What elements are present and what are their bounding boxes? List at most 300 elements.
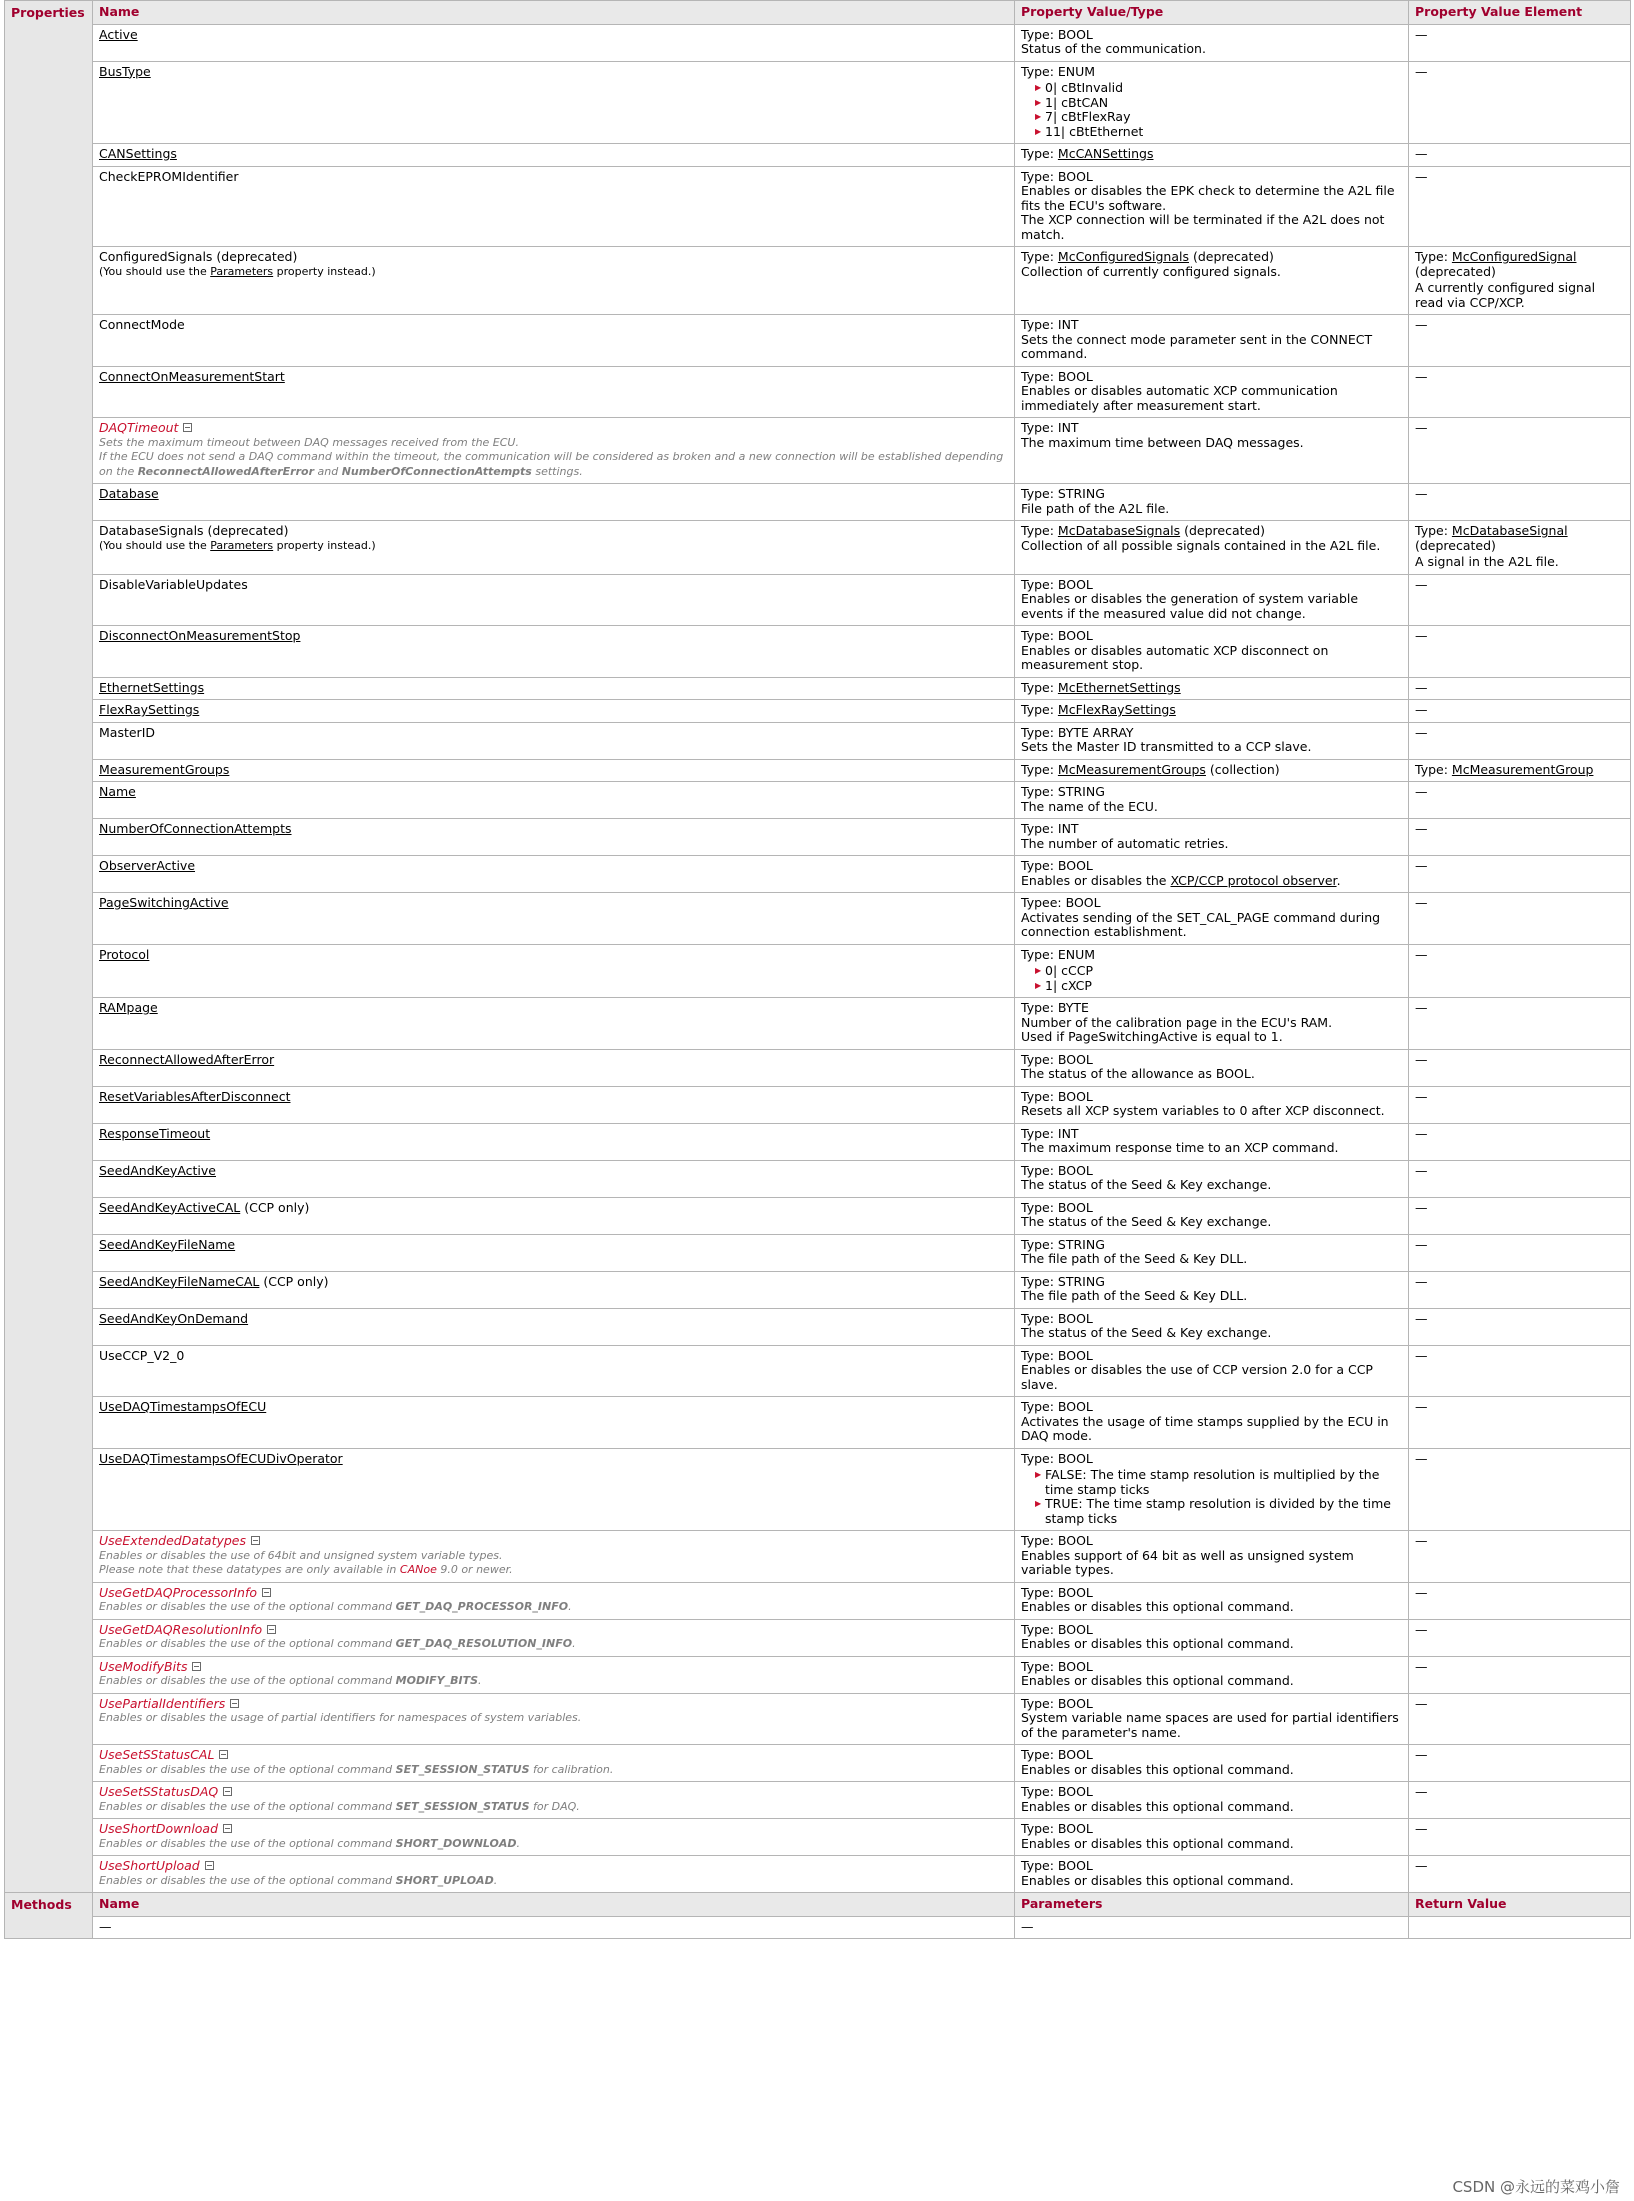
property-row — [5, 1531, 1631, 1583]
description-bold: GET_DAQ_RESOLUTION_INFO — [395, 1637, 573, 1650]
property-element-cell — [1409, 166, 1631, 247]
enum-item-text: 1| cBtCAN — [1045, 94, 1109, 110]
collapse-icon[interactable] — [205, 1861, 214, 1870]
element-type-label: Type: — [1415, 523, 1452, 538]
enum-item-text: FALSE: The time stamp resolution is multiplied by the time stamp ticks — [1045, 1467, 1380, 1497]
type-suffix: (deprecated) — [1180, 523, 1266, 538]
property-name-link[interactable]: ConnectOnMeasurementStart — [99, 368, 285, 384]
type-label: Type: STRING — [1021, 486, 1105, 501]
type-label: Type: INT — [1021, 1125, 1079, 1141]
header-return-value-label: Return Value — [1415, 1896, 1507, 1911]
property-name-cell — [93, 944, 1015, 998]
property-name: ConfiguredSignals (deprecated) — [99, 249, 298, 264]
property-description — [99, 1711, 1008, 1726]
property-row — [5, 315, 1631, 367]
property-element-cell — [1409, 998, 1631, 1050]
property-row — [5, 1448, 1631, 1531]
property-name-link[interactable]: UseShortUpload — [99, 1858, 200, 1873]
property-element-cell — [1409, 1745, 1631, 1782]
property-name-link[interactable]: UseGetDAQProcessorInfo — [99, 1584, 258, 1600]
element-dash: — — [1415, 168, 1428, 184]
property-name-link[interactable]: UseGetDAQResolutionInfo — [99, 1621, 263, 1637]
property-type-cell — [1015, 247, 1409, 315]
type-description: . — [1336, 872, 1341, 888]
property-element-cell — [1409, 484, 1631, 521]
property-name-cell — [93, 484, 1015, 521]
type-label: Type: BOOL — [1021, 576, 1093, 592]
element-type-link[interactable]: McConfiguredSignal — [1451, 249, 1577, 264]
property-name-cell — [93, 759, 1015, 782]
property-type-cell — [1015, 144, 1409, 167]
property-name: DatabaseSignals (deprecated) — [99, 523, 289, 538]
parameters-link[interactable]: Parameters — [210, 264, 274, 278]
properties-table — [4, 0, 1631, 1939]
type-description: The number of automatic retries. — [1021, 835, 1229, 851]
property-type-cell — [1015, 24, 1409, 61]
type-label: Type: INT — [1021, 317, 1079, 332]
method-name-cell — [93, 1916, 1015, 1939]
note-text: (You should use the — [99, 538, 211, 552]
description-text: If the ECU does not send a DAQ command within the timeout, the communication will be considered as broken and a new connection will be established depending on the — [99, 450, 1004, 478]
property-type-cell — [1015, 893, 1409, 945]
type-link[interactable]: McDatabaseSignals — [1057, 523, 1181, 538]
type-label: Type: INT — [1021, 821, 1079, 836]
element-dash: — — [1415, 784, 1428, 799]
type-label: Type: — [1021, 679, 1058, 695]
description-text: . — [493, 1873, 498, 1887]
property-name-cell — [93, 1745, 1015, 1782]
property-row — [5, 574, 1631, 626]
property-name-cell — [93, 166, 1015, 247]
element-dash: — — [1415, 317, 1428, 332]
type-description: Enables or disables this optional command. — [1021, 1599, 1294, 1614]
property-element-cell — [1409, 315, 1631, 367]
property-name-cell — [93, 315, 1015, 367]
method-parameters: — — [1021, 1918, 1034, 1934]
property-name: ConnectMode — [99, 317, 185, 332]
property-type-cell — [1015, 1271, 1409, 1308]
element-dash: — — [1415, 1000, 1428, 1015]
header-value-type — [1015, 1, 1409, 25]
property-name-link[interactable]: Name — [99, 784, 136, 799]
type-description: Activates the usage of time stamps supplied by the ECU in DAQ mode. — [1021, 1413, 1389, 1443]
property-type-cell — [1015, 856, 1409, 893]
note-text: property instead.) — [273, 538, 376, 552]
property-name-cell — [93, 247, 1015, 315]
section-title: Properties — [11, 5, 85, 20]
property-element-cell — [1409, 626, 1631, 678]
description-text: . — [516, 1836, 521, 1850]
property-name-cell — [93, 1160, 1015, 1197]
type-label: Type: INT — [1021, 420, 1079, 435]
property-name-link[interactable]: ObserverActive — [99, 858, 196, 873]
type-label: Type: STRING — [1021, 784, 1105, 799]
property-element-cell — [1409, 366, 1631, 418]
property-name-link[interactable]: UseDAQTimestampsOfECUDivOperator — [99, 1450, 343, 1466]
element-dash: — — [1415, 576, 1428, 592]
type-description: The status of the allowance as BOOL. — [1021, 1066, 1255, 1081]
property-element-cell — [1409, 574, 1631, 626]
property-name-cell — [93, 1086, 1015, 1123]
property-row — [5, 998, 1631, 1050]
enum-item — [1035, 1497, 1402, 1526]
document-page — [4, 0, 1630, 1939]
property-name-cell — [93, 1234, 1015, 1271]
collapse-icon[interactable] — [230, 1699, 239, 1708]
type-label: Typee: BOOL — [1021, 895, 1101, 910]
type-description: The name of the ECU. — [1021, 798, 1158, 814]
property-type-cell — [1015, 574, 1409, 626]
property-type-cell — [1015, 1123, 1409, 1160]
property-type-cell — [1015, 366, 1409, 418]
property-name-cell — [93, 1782, 1015, 1819]
property-name-link[interactable]: SeedAndKeyOnDemand — [99, 1310, 249, 1326]
type-description: Number of the calibration page in the ECU's RAM. — [1021, 1014, 1333, 1030]
property-element-cell — [1409, 1308, 1631, 1345]
property-name-cell — [93, 677, 1015, 700]
property-note — [99, 265, 1008, 280]
type-label: Type: BOOL — [1021, 1450, 1093, 1466]
property-row — [5, 856, 1631, 893]
element-dash: — — [1415, 1199, 1428, 1215]
enum-list — [1021, 964, 1402, 993]
enum-item — [1035, 110, 1402, 125]
element-dash: — — [1415, 1236, 1428, 1252]
property-row — [5, 484, 1631, 521]
property-type-cell — [1015, 1234, 1409, 1271]
property-element-cell — [1409, 1531, 1631, 1583]
description-text: Enables or disables the usage of partial identifiers for namespaces of system variables. — [99, 1711, 582, 1724]
collapse-icon[interactable] — [262, 1588, 271, 1597]
property-row — [5, 1086, 1631, 1123]
property-name-link[interactable]: UseModifyBits — [99, 1658, 188, 1674]
property-name-cell — [93, 1271, 1015, 1308]
collapse-icon[interactable] — [251, 1536, 260, 1545]
enum-item — [1035, 96, 1402, 111]
header-value-element — [1409, 1, 1631, 25]
property-type-cell — [1015, 1448, 1409, 1531]
collapse-icon[interactable] — [192, 1662, 201, 1671]
type-link[interactable]: McMeasurementGroups — [1057, 761, 1206, 777]
type-label: Type: BYTE — [1021, 1000, 1089, 1015]
property-name-link[interactable]: UseShortDownload — [99, 1821, 219, 1836]
header-value-type-label: Property Value/Type — [1021, 4, 1164, 19]
property-name-link[interactable]: ResponseTimeout — [99, 1125, 211, 1141]
property-note — [99, 539, 1008, 554]
property-type-cell — [1015, 1656, 1409, 1693]
enum-item — [1035, 979, 1402, 994]
collapse-icon[interactable] — [219, 1750, 228, 1759]
type-link[interactable]: McFlexRaySettings — [1057, 702, 1176, 717]
property-element-cell — [1409, 61, 1631, 144]
property-name-link[interactable]: UsePartialIdentifiers — [99, 1695, 226, 1711]
property-element-cell — [1409, 1234, 1631, 1271]
property-element-cell — [1409, 1782, 1631, 1819]
property-row — [5, 1745, 1631, 1782]
description-bold: NumberOfConnectionAttempts — [341, 464, 532, 478]
type-label: Type: BOOL — [1021, 1533, 1093, 1548]
type-label: Type: BOOL — [1021, 1310, 1093, 1326]
property-name-cell — [93, 1345, 1015, 1397]
property-row — [5, 418, 1631, 484]
collapse-icon[interactable] — [223, 1824, 232, 1833]
property-name-link[interactable]: RAMpage — [99, 1000, 158, 1015]
type-description: System variable name spaces are used for partial identifiers of the parameter's name. — [1021, 1710, 1399, 1740]
property-name-cell — [93, 819, 1015, 856]
type-description: Enables or disables the — [1021, 872, 1171, 888]
header-name-label: Name — [99, 1896, 140, 1911]
description-text: Enables or disables the use of the optional command — [99, 1600, 396, 1613]
element-dash: — — [1415, 821, 1428, 836]
property-name-link[interactable]: BusType — [99, 63, 151, 79]
type-label: Type: — [1021, 249, 1058, 264]
property-name-cell — [93, 418, 1015, 484]
note-text: (You should use the — [99, 264, 211, 278]
property-name-cell — [93, 700, 1015, 723]
type-label: Type: BOOL — [1021, 26, 1093, 42]
property-element-cell — [1409, 144, 1631, 167]
property-description — [99, 1549, 1008, 1578]
element-dash: — — [1415, 1621, 1428, 1637]
type-link[interactable]: McEthernetSettings — [1057, 679, 1181, 695]
property-type-cell — [1015, 61, 1409, 144]
description-text: Enables or disables the use of the optional command — [99, 1873, 396, 1887]
type-description: The file path of the Seed & Key DLL. — [1021, 1251, 1248, 1266]
property-row — [5, 893, 1631, 945]
type-label: Type: BOOL — [1021, 858, 1093, 873]
property-row — [5, 144, 1631, 167]
property-name-cell — [93, 574, 1015, 626]
property-name-link[interactable]: Protocol — [99, 946, 150, 962]
property-row — [5, 61, 1631, 144]
property-row — [5, 1856, 1631, 1893]
method-row — [5, 1916, 1631, 1939]
type-label: Type: — [1021, 702, 1058, 717]
element-description: A currently configured signal read via CCP/XCP. — [1415, 280, 1596, 310]
property-name-link[interactable]: EthernetSettings — [99, 679, 205, 695]
property-row — [5, 1271, 1631, 1308]
property-element-cell — [1409, 1856, 1631, 1893]
type-suffix: (collection) — [1205, 761, 1280, 777]
type-label: Type: BOOL — [1021, 1199, 1093, 1215]
element-dash: — — [1415, 1695, 1428, 1711]
property-name-link[interactable]: UseDAQTimestampsOfECU — [99, 1399, 267, 1414]
property-name-link[interactable]: ResetVariablesAfterDisconnect — [99, 1088, 291, 1104]
type-suffix: (deprecated) — [1189, 249, 1274, 264]
observer-link[interactable]: XCP/CCP protocol observer — [1170, 872, 1337, 888]
type-label: Type: BOOL — [1021, 1584, 1093, 1600]
section-label-methods — [5, 1893, 93, 1939]
type-description: Enables or disables automatic XCP communication immediately after measurement start. — [1021, 383, 1338, 413]
header-name — [93, 1893, 1015, 1917]
property-description — [99, 1674, 1008, 1689]
enum-item-text: 0| cBtInvalid — [1045, 80, 1124, 95]
element-dash: — — [1415, 146, 1428, 161]
property-name-link[interactable]: ReconnectAllowedAfterError — [99, 1051, 275, 1067]
property-element-cell — [1409, 1345, 1631, 1397]
property-type-cell — [1015, 677, 1409, 700]
parameters-link[interactable]: Parameters — [210, 538, 274, 552]
type-label: Type: BOOL — [1021, 628, 1093, 643]
property-element-cell — [1409, 1819, 1631, 1856]
property-row — [5, 1693, 1631, 1745]
property-element-cell — [1409, 1123, 1631, 1160]
description-text: and — [314, 464, 342, 478]
enum-item-text: 11| cBtEthernet — [1045, 123, 1144, 139]
type-label: Type: — [1021, 761, 1058, 777]
property-name-cell — [93, 24, 1015, 61]
property-element-cell — [1409, 722, 1631, 759]
description-text: Enables or disables the use of the optional command — [99, 1836, 396, 1850]
header-parameters-label: Parameters — [1021, 1896, 1103, 1911]
property-name-link[interactable]: DAQTimeout — [99, 420, 179, 435]
element-type-link[interactable]: McMeasurementGroup — [1451, 761, 1594, 777]
description-bold: SET_SESSION_STATUS — [395, 1762, 530, 1776]
property-type-cell — [1015, 1049, 1409, 1086]
property-row — [5, 366, 1631, 418]
property-name-cell — [93, 782, 1015, 819]
property-type-cell — [1015, 1782, 1409, 1819]
property-name-link[interactable]: SeedAndKeyActive — [99, 1162, 216, 1178]
type-label: Type: BOOL — [1021, 1747, 1093, 1762]
element-dash: — — [1415, 1584, 1428, 1600]
property-name: UseCCP_V2_0 — [99, 1347, 185, 1363]
property-description — [99, 1874, 1008, 1889]
property-element-cell — [1409, 856, 1631, 893]
property-name-cell — [93, 61, 1015, 144]
type-description: Enables or disables the use of CCP version 2.0 for a CCP slave. — [1021, 1362, 1373, 1392]
type-description: The status of the Seed & Key exchange. — [1021, 1214, 1272, 1229]
property-row — [5, 1049, 1631, 1086]
element-type-label: Type: — [1415, 249, 1452, 264]
type-description: The maximum time between DAQ messages. — [1021, 434, 1304, 450]
type-description: Enables or disables this optional command. — [1021, 1636, 1294, 1651]
enum-item — [1035, 125, 1402, 140]
element-dash: — — [1415, 628, 1428, 643]
header-value-element-label: Property Value Element — [1415, 4, 1583, 19]
property-element-cell — [1409, 1086, 1631, 1123]
type-description: Enables or disables this optional command. — [1021, 1761, 1294, 1777]
type-label: Type: STRING — [1021, 1273, 1105, 1289]
property-row — [5, 1656, 1631, 1693]
type-description: Status of the communication. — [1021, 41, 1206, 56]
element-type-label: Type: — [1415, 761, 1452, 777]
type-label: Type: BOOL — [1021, 1347, 1093, 1363]
property-name-link[interactable]: MeasurementGroups — [99, 761, 230, 777]
property-name-link[interactable]: UseSetSStatusCAL — [99, 1747, 215, 1762]
property-type-cell — [1015, 484, 1409, 521]
description-text: settings. — [531, 464, 583, 478]
property-name-link[interactable]: Database — [99, 486, 159, 501]
type-label: Type: BOOL — [1021, 1858, 1093, 1873]
property-row — [5, 1397, 1631, 1449]
property-name-link[interactable]: UseExtendedDatatypes — [99, 1533, 247, 1548]
property-name-link[interactable]: CANSettings — [99, 146, 177, 161]
type-label: Type: STRING — [1021, 1236, 1105, 1252]
property-description — [99, 1763, 1008, 1778]
property-name-link[interactable]: PageSwitchingActive — [99, 895, 229, 910]
property-name-cell — [93, 1123, 1015, 1160]
canoe-link[interactable]: CANoe — [399, 1563, 437, 1576]
method-name: — — [99, 1918, 112, 1934]
property-row — [5, 1234, 1631, 1271]
type-description: The status of the Seed & Key exchange. — [1021, 1177, 1272, 1192]
property-description — [99, 1837, 1008, 1852]
type-description: Collection of currently configured signals. — [1021, 263, 1281, 279]
property-type-cell — [1015, 315, 1409, 367]
element-suffix: (deprecated) — [1415, 537, 1496, 553]
property-row — [5, 1123, 1631, 1160]
property-name-link[interactable]: SeedAndKeyFileName — [99, 1236, 236, 1252]
property-name-link[interactable]: NumberOfConnectionAttempts — [99, 821, 292, 836]
property-name-link[interactable]: FlexRaySettings — [99, 702, 200, 717]
property-row — [5, 521, 1631, 575]
property-name-cell — [93, 1197, 1015, 1234]
description-bold: MODIFY_BITS — [395, 1674, 479, 1687]
property-element-cell — [1409, 1693, 1631, 1745]
property-type-cell — [1015, 1819, 1409, 1856]
type-label: Type: BOOL — [1021, 168, 1093, 184]
type-description: Sets the connect mode parameter sent in the CONNECT command. — [1021, 331, 1373, 361]
element-dash: — — [1415, 1051, 1428, 1067]
property-name-cell — [93, 144, 1015, 167]
property-name-cell — [93, 1049, 1015, 1086]
property-row — [5, 1819, 1631, 1856]
type-link[interactable]: McConfiguredSignals — [1057, 249, 1189, 264]
type-description: Resets all XCP system variables to 0 after XCP disconnect. — [1021, 1103, 1385, 1118]
property-name-link[interactable]: Active — [99, 26, 138, 42]
section-title: Methods — [11, 1897, 72, 1912]
type-label: Type: BOOL — [1021, 1658, 1093, 1674]
property-name-link[interactable]: SeedAndKeyFileNameCAL — [99, 1273, 260, 1289]
property-type-cell — [1015, 521, 1409, 575]
property-type-cell — [1015, 944, 1409, 998]
description-text: . — [572, 1637, 576, 1650]
element-dash: — — [1415, 895, 1428, 910]
element-dash: — — [1415, 724, 1428, 740]
property-name-link[interactable]: UseSetSStatusDAQ — [99, 1784, 219, 1799]
description-bold: GET_DAQ_PROCESSOR_INFO — [395, 1600, 569, 1613]
property-description — [99, 1637, 1008, 1652]
type-description: The maximum response time to an XCP command. — [1021, 1140, 1339, 1155]
type-label: Type: BOOL — [1021, 1051, 1093, 1067]
property-element-cell — [1409, 24, 1631, 61]
property-name-link[interactable]: DisconnectOnMeasurementStop — [99, 628, 301, 643]
property-type-cell — [1015, 1345, 1409, 1397]
element-dash: — — [1415, 1821, 1428, 1836]
enum-item — [1035, 1468, 1402, 1497]
collapse-icon[interactable] — [267, 1625, 276, 1634]
element-dash: — — [1415, 1088, 1428, 1104]
property-name: CheckEPROMIdentifier — [99, 168, 239, 184]
property-row — [5, 722, 1631, 759]
type-label: Type: BOOL — [1021, 1088, 1093, 1104]
type-label: Type: BOOL — [1021, 1784, 1093, 1799]
element-dash: — — [1415, 1310, 1428, 1326]
property-type-cell — [1015, 1693, 1409, 1745]
property-name-link[interactable]: SeedAndKeyActiveCAL — [99, 1199, 241, 1215]
type-description: The file path of the Seed & Key DLL. — [1021, 1288, 1248, 1303]
element-dash: — — [1415, 420, 1428, 435]
element-type-link[interactable]: McDatabaseSignal — [1451, 523, 1568, 538]
element-description: A signal in the A2L file. — [1415, 554, 1559, 569]
description-text: . — [478, 1674, 482, 1687]
property-name-cell — [93, 722, 1015, 759]
type-link[interactable]: McCANSettings — [1057, 146, 1154, 161]
collapse-icon[interactable] — [183, 423, 192, 432]
element-dash: — — [1415, 1858, 1428, 1873]
collapse-icon[interactable] — [223, 1787, 232, 1796]
